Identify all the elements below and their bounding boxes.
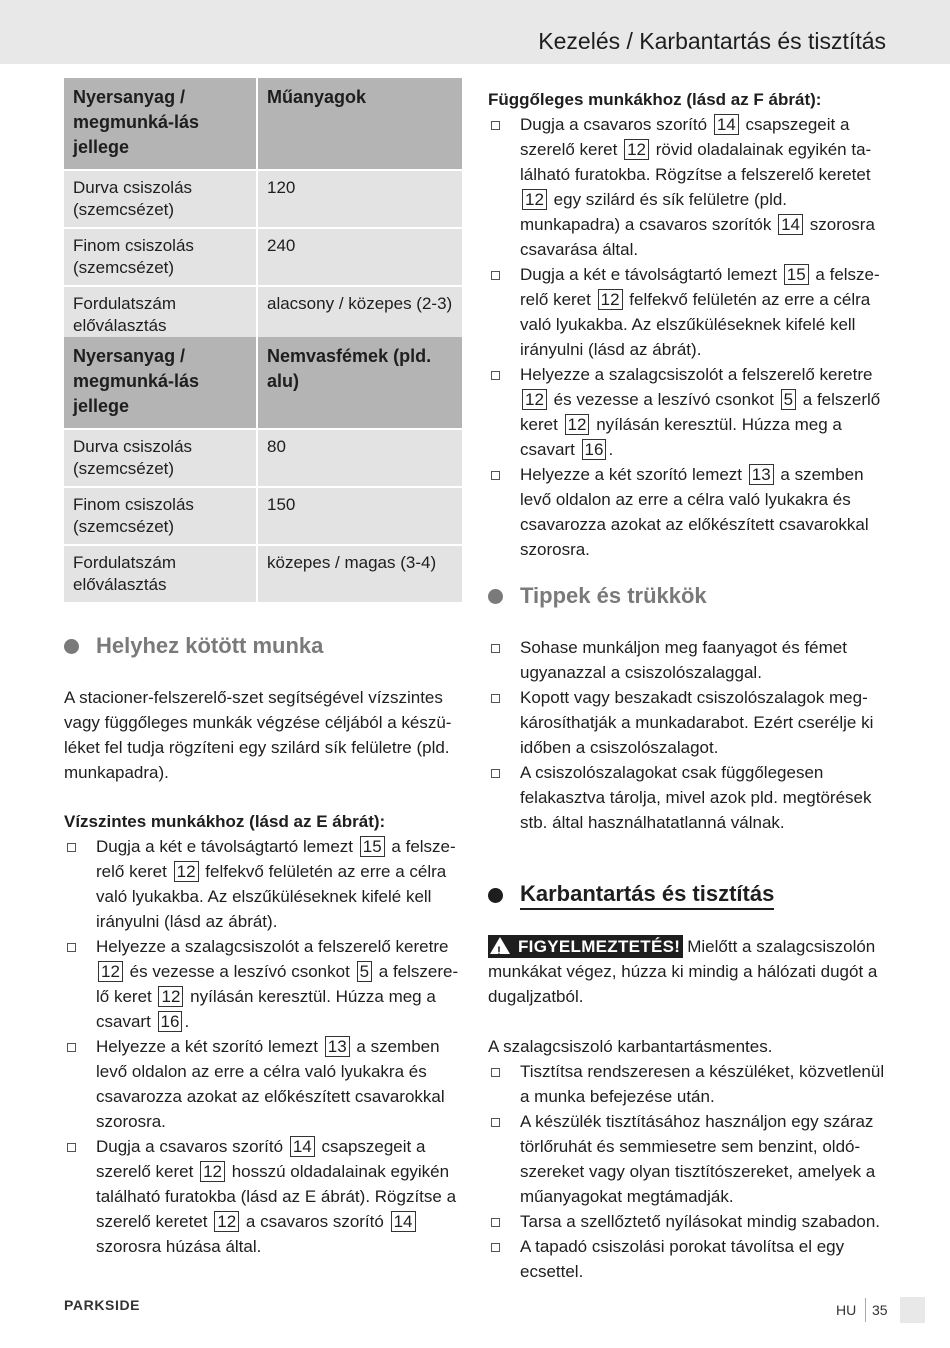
table-cell: Durva csiszolás (szemcsézet) bbox=[64, 429, 257, 487]
part-ref: 16 bbox=[582, 439, 607, 460]
part-ref: 15 bbox=[360, 836, 385, 857]
checkbox-bullet-icon bbox=[491, 371, 500, 380]
warning-paragraph: !FIGYELMEZTETÉS! Mielőtt a szalagcsiszolón munkákat végez, húzza ki mindig a hálózati dugót a dugaljzatból. bbox=[488, 934, 886, 1009]
table-cell: Finom csiszolás (szemcsézet) bbox=[64, 487, 257, 545]
subheading-vertical: Függőleges munkákhoz (lásd az F ábrát): bbox=[488, 90, 822, 109]
table-header-cell: Műanyagok bbox=[257, 78, 462, 170]
part-ref: 13 bbox=[325, 1036, 350, 1057]
list-item: A készülék tisztításához használjon egy száraz törlőruhát és semmiesetre sem benzint, oldó-szereket vagy olyan tisztítószereket, amelyek a műanyagokat megtámadják. bbox=[488, 1109, 886, 1209]
page-header-title: Kezelés / Karbantartás és tisztítás bbox=[538, 28, 886, 54]
list-item: A tapadó csiszolási porokat távolítsa el egy ecsettel. bbox=[488, 1234, 886, 1284]
page-number: 35 bbox=[872, 1302, 888, 1318]
table-row bbox=[64, 487, 462, 545]
part-ref: 12 bbox=[174, 861, 199, 882]
list-item: Dugja a csavaros szorító 14 csapszegeit a szerelő keret 12 rövid oladalainak egyikén ta-lálható furatokba. Rögzítse a felszerelő keretet 12 egy szilárd és sík felületre (pld. munkapadra) a csavaros szorítók 14 szorosra csavarása által. bbox=[488, 112, 886, 262]
language-code: HU bbox=[836, 1302, 857, 1318]
part-ref: 12 bbox=[200, 1161, 225, 1182]
list-item: Helyezze a szalagcsiszolót a felszerelő keretre 12 és vezesse a leszívó csonkot 5 a felszere-lő keret 12 nyílásán keresztül. Húzza meg a csavart 16 . bbox=[64, 934, 462, 1034]
table-header-cell: Nyersanyag / megmunká-lás jellege bbox=[64, 78, 257, 170]
table-cell: 150 bbox=[257, 487, 462, 545]
brand-logo: PARKSIDE bbox=[64, 1297, 141, 1313]
list-item: Tisztítsa rendszeresen a készüléket, közvetlenül a munka befejezése után. bbox=[488, 1059, 886, 1109]
maintenance-free-text: A szalagcsiszoló karbantartásmentes. bbox=[488, 1037, 773, 1056]
list-item: Sohase munkáljon meg faanyagot és fémet ugyanazzal a csiszolószalaggal. bbox=[488, 635, 886, 685]
list-item: Helyezze a két szorító lemezt 13 a szemben levő oldalon az erre a célra való lyukakra és csavarozza azokat az előkészített csavarokkal szorosra. bbox=[488, 462, 886, 562]
table-row bbox=[64, 170, 462, 228]
table-cell: Durva csiszolás (szemcsézet) bbox=[64, 170, 257, 228]
vertical-steps-list bbox=[488, 112, 886, 562]
table-row bbox=[64, 286, 462, 343]
table-cell: alacsony / közepes (2-3) bbox=[257, 286, 462, 343]
table-header-cell: Nyersanyag / megmunká-lás jellege bbox=[64, 337, 257, 429]
table-header-row bbox=[64, 78, 462, 170]
maintenance-list bbox=[488, 1059, 886, 1284]
checkbox-bullet-icon bbox=[67, 1143, 76, 1152]
table-row bbox=[64, 228, 462, 286]
horizontal-steps-list bbox=[64, 834, 462, 1259]
part-ref: 12 bbox=[624, 139, 649, 160]
part-ref: 12 bbox=[98, 961, 123, 982]
bullet-dot-icon bbox=[488, 589, 503, 604]
list-item: Dugja a két e távolságtartó lemezt 15 a felsze-relő keret 12 felfekvő felületén az erre a célra való lyukakba. Az elszűküléseknek kifelé kell irányulni (lásd az ábrát). bbox=[488, 262, 886, 362]
table-cell: 80 bbox=[257, 429, 462, 487]
part-ref: 5 bbox=[357, 961, 372, 982]
tips-list bbox=[488, 635, 886, 835]
table-row bbox=[64, 545, 462, 602]
part-ref: 12 bbox=[522, 389, 547, 410]
part-ref: 12 bbox=[522, 189, 547, 210]
part-ref: 13 bbox=[749, 464, 774, 485]
table-header-cell: Nemvasfémek (pld. alu) bbox=[257, 337, 462, 429]
list-item: Helyezze a két szorító lemezt 13 a szemben levő oldalon az erre a célra való lyukakra és csavarozza azokat az előkészített csavarokkal szorosra. bbox=[64, 1034, 462, 1134]
part-ref: 14 bbox=[778, 214, 803, 235]
list-item: Kopott vagy beszakadt csiszolószalagok meg-károsíthatják a munkadarabot. Ezért cserélje ki időben a csiszolószalagot. bbox=[488, 685, 886, 760]
part-ref: 14 bbox=[714, 114, 739, 135]
list-item: Tarsa a szellőztető nyílásokat mindig szabadon. bbox=[488, 1209, 886, 1234]
checkbox-bullet-icon bbox=[67, 1043, 76, 1052]
table-cell: Finom csiszolás (szemcsézet) bbox=[64, 228, 257, 286]
warning-triangle-icon bbox=[490, 937, 510, 954]
part-ref: 14 bbox=[290, 1136, 315, 1157]
list-item: Dugja a két e távolságtartó lemezt 15 a felsze-relő keret 12 felfekvő felületén az erre a célra való lyukakba. Az elszűküléseknek kifelé kell irányulni (lásd az ábrát). bbox=[64, 834, 462, 934]
list-item: Dugja a csavaros szorító 14 csapszegeit a szerelő keret 12 hosszú oldadalainak egyikén található furatokba (lásd az E ábrát). Rögzítse a szerelő keretet 12 a csavaros szorító 14 szorosra húzása által. bbox=[64, 1134, 462, 1259]
part-ref: 12 bbox=[158, 986, 183, 1007]
checkbox-bullet-icon bbox=[491, 271, 500, 280]
checkbox-bullet-icon bbox=[491, 694, 500, 703]
footer-divider bbox=[865, 1298, 866, 1322]
part-ref: 12 bbox=[214, 1211, 239, 1232]
table-cell: közepes / magas (3-4) bbox=[257, 545, 462, 602]
checkbox-bullet-icon bbox=[491, 121, 500, 130]
section-heading-tips: Tippek és trükkök bbox=[488, 583, 707, 609]
checkbox-bullet-icon bbox=[67, 843, 76, 852]
table-row bbox=[64, 429, 462, 487]
subheading-horizontal: Vízszintes munkákhoz (lásd az E ábrát): bbox=[64, 812, 386, 831]
table-header-row bbox=[64, 337, 462, 429]
checkbox-bullet-icon bbox=[491, 1068, 500, 1077]
part-ref: 12 bbox=[565, 414, 590, 435]
checkbox-bullet-icon bbox=[491, 1218, 500, 1227]
bullet-dot-icon bbox=[488, 888, 503, 903]
bullet-dot-icon bbox=[64, 639, 79, 654]
list-item: Helyezze a szalagcsiszolót a felszerelő keretre 12 és vezesse a leszívó csonkot 5 a felszerlő keret 12 nyílásán keresztül. Húzza meg a csavart 16 . bbox=[488, 362, 886, 462]
checkbox-bullet-icon bbox=[491, 471, 500, 480]
table-cell: Fordulatszám előválasztás bbox=[64, 286, 257, 343]
section-heading-maintenance: Karbantartás és tisztítás bbox=[488, 881, 774, 910]
table-cell: Fordulatszám előválasztás bbox=[64, 545, 257, 602]
part-ref: 5 bbox=[781, 389, 796, 410]
list-item: A csiszolószalagokat csak függőlegesen felakasztva tárolja, mivel azok pld. megtörések stb. által használhatatlanná válnak. bbox=[488, 760, 886, 835]
part-ref: 16 bbox=[158, 1011, 183, 1032]
table-cell: 240 bbox=[257, 228, 462, 286]
part-ref: 12 bbox=[598, 289, 623, 310]
table-cell: 120 bbox=[257, 170, 462, 228]
part-ref: 14 bbox=[391, 1211, 416, 1232]
warning-badge: !FIGYELMEZTETÉS! bbox=[488, 935, 683, 958]
checkbox-bullet-icon bbox=[67, 943, 76, 952]
checkbox-bullet-icon bbox=[491, 769, 500, 778]
material-table-nonferrous bbox=[64, 337, 462, 602]
material-table-plastics bbox=[64, 78, 462, 343]
part-ref: 15 bbox=[784, 264, 809, 285]
checkbox-bullet-icon bbox=[491, 1243, 500, 1252]
footer-corner-box bbox=[900, 1297, 925, 1323]
intro-paragraph: A stacioner-felszerelő-szet segítségével vízszintes vagy függőleges munkák végzése céljából a készü-léket fel tudja rögzíteni egy szilárd sík felületre (pld. munkapadra). bbox=[64, 688, 452, 782]
checkbox-bullet-icon bbox=[491, 1118, 500, 1127]
checkbox-bullet-icon bbox=[491, 644, 500, 653]
section-heading-stationary-work: Helyhez kötött munka bbox=[64, 633, 323, 659]
